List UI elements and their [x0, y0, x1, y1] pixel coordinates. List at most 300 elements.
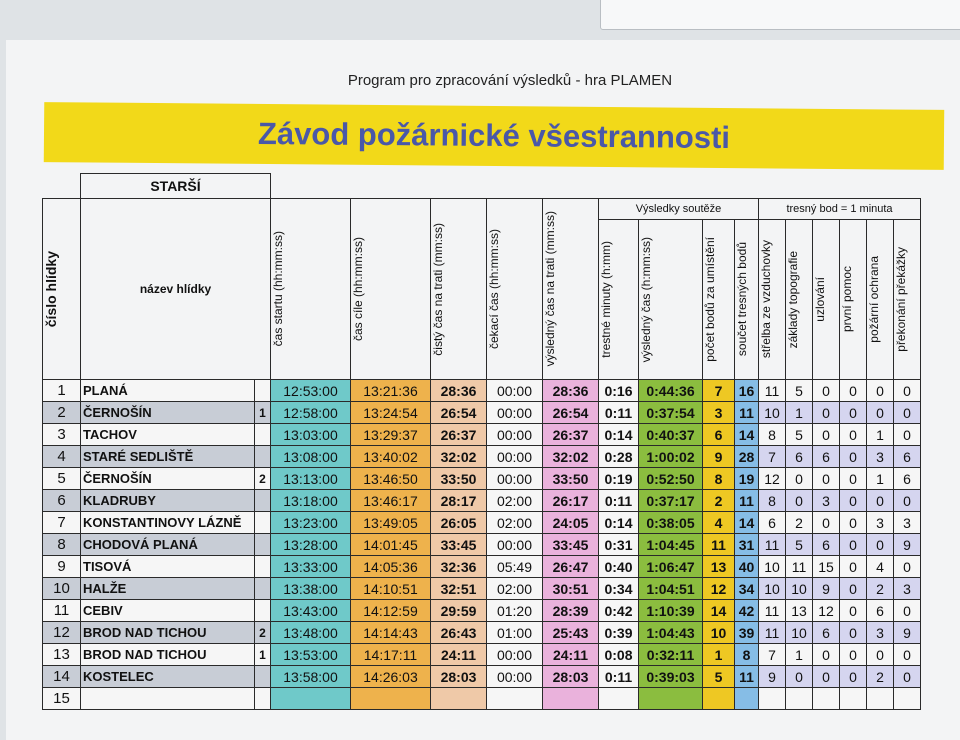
cell-nazev: CHODOVÁ PLANÁ — [81, 534, 255, 556]
cell-ochrana: 0 — [867, 534, 894, 556]
table-row — [43, 402, 921, 424]
table-row — [43, 622, 921, 644]
cell-cislo: 10 — [43, 578, 81, 600]
cell-tresne: 0:31 — [599, 534, 639, 556]
cell-body: 6 — [703, 424, 735, 446]
cell-vysledny: 1:10:39 — [639, 600, 703, 622]
cell-vysledny-trat: 26:37 — [543, 424, 599, 446]
cell-cislo: 7 — [43, 512, 81, 534]
col-vysledny-trat: výsledný čas na trati (mm:ss) — [543, 199, 599, 380]
cell-prekazky — [894, 688, 921, 710]
col-soucet: součet tresných bodů — [735, 220, 759, 380]
cell-soucet: 14 — [735, 512, 759, 534]
cell-cisty: 28:03 — [431, 666, 487, 688]
cell-cil: 13:49:05 — [351, 512, 431, 534]
cell-start: 13:58:00 — [271, 666, 351, 688]
cell-body: 5 — [703, 666, 735, 688]
title-banner — [44, 102, 944, 170]
cell-cisty: 26:37 — [431, 424, 487, 446]
cell-topografie: 5 — [786, 380, 813, 402]
cell-cil: 13:46:17 — [351, 490, 431, 512]
cell-topografie: 11 — [786, 556, 813, 578]
cell-start: 13:48:00 — [271, 622, 351, 644]
cell-nazev: KONSTANTINOVY LÁZNĚ — [81, 512, 255, 534]
cell-tresne: 0:11 — [599, 666, 639, 688]
cell-tresne: 0:42 — [599, 600, 639, 622]
cell-cislo: 5 — [43, 468, 81, 490]
cell-cislo: 12 — [43, 622, 81, 644]
cell-soucet: 28 — [735, 446, 759, 468]
cell-vysledny-trat: 28:39 — [543, 600, 599, 622]
cell-soucet: 8 — [735, 644, 759, 666]
cell-body: 13 — [703, 556, 735, 578]
cell-prekazky: 0 — [894, 424, 921, 446]
table-row — [43, 578, 921, 600]
cell-vysledny: 1:04:51 — [639, 578, 703, 600]
cell-sub: 1 — [255, 402, 271, 424]
cell-uzlovani: 0 — [813, 666, 840, 688]
cell-ochrana — [867, 688, 894, 710]
cell-cekaci: 01:20 — [487, 600, 543, 622]
cell-vysledny-trat: 28:03 — [543, 666, 599, 688]
cell-ochrana: 3 — [867, 622, 894, 644]
cell-body: 10 — [703, 622, 735, 644]
table-row — [43, 424, 921, 446]
cell-cislo: 3 — [43, 424, 81, 446]
cell-body: 14 — [703, 600, 735, 622]
cell-vysledny-trat: 24:05 — [543, 512, 599, 534]
cell-ochrana: 3 — [867, 446, 894, 468]
cell-prvni: 0 — [840, 380, 867, 402]
cell-start: 13:18:00 — [271, 490, 351, 512]
group-penalty: tresný bod = 1 minuta — [759, 199, 921, 220]
program-title: Program pro zpracování výsledků - hra PLAMEN — [347, 72, 673, 89]
cell-cil: 13:40:02 — [351, 446, 431, 468]
table-row — [43, 644, 921, 666]
cell-prvni: 0 — [840, 424, 867, 446]
col-tresne: trestné minuty (h:mm) — [599, 220, 639, 380]
cell-cislo: 8 — [43, 534, 81, 556]
cell-prekazky: 0 — [894, 380, 921, 402]
cell-vysledny-trat: 26:47 — [543, 556, 599, 578]
cell-strelba: 11 — [759, 380, 786, 402]
cell-tresne: 0:28 — [599, 446, 639, 468]
cell-topografie: 0 — [786, 490, 813, 512]
cell-cil: 14:05:36 — [351, 556, 431, 578]
cell-cisty: 26:54 — [431, 402, 487, 424]
cell-cekaci — [487, 688, 543, 710]
table-row — [43, 468, 921, 490]
cell-nazev: PLANÁ — [81, 380, 255, 402]
cell-body: 1 — [703, 644, 735, 666]
cell-strelba: 6 — [759, 512, 786, 534]
cell-soucet — [735, 688, 759, 710]
table-row — [43, 380, 921, 402]
cell-tresne — [599, 688, 639, 710]
results-table — [42, 173, 921, 710]
cell-nazev: HALŽE — [81, 578, 255, 600]
cell-cisty — [431, 688, 487, 710]
cell-cislo: 2 — [43, 402, 81, 424]
cell-vysledny: 1:04:45 — [639, 534, 703, 556]
cell-strelba: 7 — [759, 446, 786, 468]
cell-vysledny-trat: 30:51 — [543, 578, 599, 600]
cell-cislo: 1 — [43, 380, 81, 402]
cell-ochrana: 6 — [867, 600, 894, 622]
cell-vysledny — [639, 688, 703, 710]
cell-nazev: BROD NAD TICHOU — [81, 622, 255, 644]
cell-uzlovani: 12 — [813, 600, 840, 622]
cell-prekazky: 0 — [894, 556, 921, 578]
cell-prvni: 0 — [840, 556, 867, 578]
col-cil: čas cíle (hh:mm:ss) — [351, 199, 431, 380]
cell-vysledny: 1:00:02 — [639, 446, 703, 468]
cell-prvni: 0 — [840, 600, 867, 622]
cell-prvni: 0 — [840, 666, 867, 688]
cell-sub — [255, 600, 271, 622]
cell-tresne: 0:11 — [599, 402, 639, 424]
cell-cisty: 33:50 — [431, 468, 487, 490]
cell-nazev: TACHOV — [81, 424, 255, 446]
col-prekazky: překonání překážky — [894, 220, 921, 380]
cell-uzlovani — [813, 688, 840, 710]
cell-body: 7 — [703, 380, 735, 402]
cell-uzlovani: 6 — [813, 446, 840, 468]
cell-uzlovani: 9 — [813, 578, 840, 600]
cell-vysledny: 0:44:36 — [639, 380, 703, 402]
cell-topografie: 10 — [786, 578, 813, 600]
cell-soucet: 19 — [735, 468, 759, 490]
cell-prekazky: 0 — [894, 490, 921, 512]
cell-start: 13:08:00 — [271, 446, 351, 468]
cell-start: 12:58:00 — [271, 402, 351, 424]
cell-start: 12:53:00 — [271, 380, 351, 402]
cell-cisty: 28:17 — [431, 490, 487, 512]
cell-cekaci: 00:00 — [487, 402, 543, 424]
cell-prekazky: 6 — [894, 468, 921, 490]
cell-start: 13:28:00 — [271, 534, 351, 556]
cell-vysledny: 1:04:43 — [639, 622, 703, 644]
cell-sub: 2 — [255, 622, 271, 644]
cell-topografie: 5 — [786, 534, 813, 556]
cell-cisty: 33:45 — [431, 534, 487, 556]
cell-body: 8 — [703, 468, 735, 490]
cell-cislo: 15 — [43, 688, 81, 710]
cell-uzlovani: 0 — [813, 468, 840, 490]
col-cisty: čistý čas na trati (mm:ss) — [431, 199, 487, 380]
cell-tresne: 0:34 — [599, 578, 639, 600]
cell-cekaci: 00:00 — [487, 534, 543, 556]
cell-strelba: 9 — [759, 666, 786, 688]
cell-cekaci: 00:00 — [487, 468, 543, 490]
cell-nazev: KOSTELEC — [81, 666, 255, 688]
col-strelba: střelba ze vzduchovky — [759, 220, 786, 380]
cell-prekazky: 6 — [894, 446, 921, 468]
cell-body: 9 — [703, 446, 735, 468]
cell-sub — [255, 666, 271, 688]
cell-ochrana: 2 — [867, 578, 894, 600]
cell-cil — [351, 688, 431, 710]
cell-cekaci: 02:00 — [487, 578, 543, 600]
table-row — [43, 688, 921, 710]
cell-sub: 2 — [255, 468, 271, 490]
cell-cisty: 32:36 — [431, 556, 487, 578]
cell-ochrana: 4 — [867, 556, 894, 578]
col-cislo: číslo hlídky — [43, 199, 81, 380]
cell-body: 11 — [703, 534, 735, 556]
cell-cil: 14:17:11 — [351, 644, 431, 666]
cell-strelba: 10 — [759, 556, 786, 578]
cell-topografie: 2 — [786, 512, 813, 534]
cell-strelba: 10 — [759, 402, 786, 424]
col-vysledny: výsledný čas (h:mm:ss) — [639, 220, 703, 380]
cell-prekazky: 0 — [894, 666, 921, 688]
cell-start: 13:53:00 — [271, 644, 351, 666]
cell-sub — [255, 578, 271, 600]
cell-vysledny-trat: 26:17 — [543, 490, 599, 512]
cell-cisty: 29:59 — [431, 600, 487, 622]
cell-nazev: CEBIV — [81, 600, 255, 622]
cell-start: 13:03:00 — [271, 424, 351, 446]
cell-vysledny: 0:40:37 — [639, 424, 703, 446]
cell-tresne: 0:16 — [599, 380, 639, 402]
cell-topografie: 1 — [786, 402, 813, 424]
cell-strelba: 10 — [759, 578, 786, 600]
cell-sub — [255, 512, 271, 534]
cell-cisty: 32:51 — [431, 578, 487, 600]
cell-topografie: 10 — [786, 622, 813, 644]
paper-corner — [600, 0, 960, 30]
cell-prvni: 0 — [840, 644, 867, 666]
cell-vysledny: 0:38:05 — [639, 512, 703, 534]
cell-vysledny: 0:52:50 — [639, 468, 703, 490]
cell-prekazky: 0 — [894, 600, 921, 622]
cell-soucet: 11 — [735, 402, 759, 424]
cell-strelba: 11 — [759, 622, 786, 644]
cell-soucet: 34 — [735, 578, 759, 600]
cell-soucet: 31 — [735, 534, 759, 556]
cell-vysledny-trat: 33:45 — [543, 534, 599, 556]
cell-nazev: TISOVÁ — [81, 556, 255, 578]
cell-cislo: 13 — [43, 644, 81, 666]
cell-vysledny-trat: 33:50 — [543, 468, 599, 490]
cell-cisty: 32:02 — [431, 446, 487, 468]
cell-strelba: 11 — [759, 600, 786, 622]
cell-cislo: 11 — [43, 600, 81, 622]
cell-tresne: 0:11 — [599, 490, 639, 512]
cell-cislo: 4 — [43, 446, 81, 468]
cell-strelba: 7 — [759, 644, 786, 666]
cell-ochrana: 1 — [867, 424, 894, 446]
cell-start: 13:23:00 — [271, 512, 351, 534]
cell-topografie: 6 — [786, 446, 813, 468]
cell-nazev — [81, 688, 255, 710]
cell-sub: 1 — [255, 644, 271, 666]
table-row — [43, 600, 921, 622]
cell-cisty: 24:11 — [431, 644, 487, 666]
cell-cisty: 26:05 — [431, 512, 487, 534]
cell-tresne: 0:14 — [599, 512, 639, 534]
cell-nazev: KLADRUBY — [81, 490, 255, 512]
cell-soucet: 40 — [735, 556, 759, 578]
cell-vysledny-trat: 32:02 — [543, 446, 599, 468]
cell-ochrana: 2 — [867, 666, 894, 688]
cell-topografie: 0 — [786, 666, 813, 688]
cell-prvni: 0 — [840, 490, 867, 512]
cell-cekaci: 00:00 — [487, 446, 543, 468]
cell-cekaci: 00:00 — [487, 666, 543, 688]
cell-prvni — [840, 688, 867, 710]
col-ochrana: požární ochrana — [867, 220, 894, 380]
cell-strelba: 11 — [759, 534, 786, 556]
cell-soucet: 39 — [735, 622, 759, 644]
cell-soucet: 11 — [735, 490, 759, 512]
cell-nazev: STARÉ SEDLIŠTĚ — [81, 446, 255, 468]
table-row — [43, 512, 921, 534]
cell-cil: 14:14:43 — [351, 622, 431, 644]
cell-prvni: 0 — [840, 622, 867, 644]
cell-uzlovani: 6 — [813, 622, 840, 644]
cell-ochrana: 0 — [867, 644, 894, 666]
col-uzlovani: uzlování — [813, 220, 840, 380]
cell-strelba: 12 — [759, 468, 786, 490]
cell-soucet: 42 — [735, 600, 759, 622]
cell-sub — [255, 490, 271, 512]
cell-tresne: 0:19 — [599, 468, 639, 490]
cell-prekazky: 3 — [894, 512, 921, 534]
cell-sub — [255, 446, 271, 468]
cell-cil: 13:46:50 — [351, 468, 431, 490]
cell-soucet: 14 — [735, 424, 759, 446]
col-body: počet bodů za umístění — [703, 220, 735, 380]
cell-cil: 14:10:51 — [351, 578, 431, 600]
cell-vysledny: 0:32:11 — [639, 644, 703, 666]
cell-vysledny: 0:37:17 — [639, 490, 703, 512]
cell-ochrana: 3 — [867, 512, 894, 534]
cell-cisty: 26:43 — [431, 622, 487, 644]
col-topografie: základy topografie — [786, 220, 813, 380]
cell-ochrana: 0 — [867, 380, 894, 402]
cell-cil: 14:01:45 — [351, 534, 431, 556]
cell-cekaci: 00:00 — [487, 644, 543, 666]
cell-topografie: 13 — [786, 600, 813, 622]
cell-body: 2 — [703, 490, 735, 512]
cell-sub — [255, 534, 271, 556]
cell-tresne: 0:08 — [599, 644, 639, 666]
cell-cil: 14:26:03 — [351, 666, 431, 688]
cell-nazev: BROD NAD TICHOU — [81, 644, 255, 666]
cell-sub — [255, 556, 271, 578]
cell-vysledny-trat: 26:54 — [543, 402, 599, 424]
cell-body: 4 — [703, 512, 735, 534]
cell-soucet: 16 — [735, 380, 759, 402]
cell-soucet: 11 — [735, 666, 759, 688]
cell-prekazky: 3 — [894, 578, 921, 600]
cell-tresne: 0:40 — [599, 556, 639, 578]
cell-cil: 13:24:54 — [351, 402, 431, 424]
cell-cisty: 28:36 — [431, 380, 487, 402]
cell-prvni: 0 — [840, 534, 867, 556]
cell-sub — [255, 380, 271, 402]
cell-sub — [255, 424, 271, 446]
table-row — [43, 556, 921, 578]
cell-prvni: 0 — [840, 402, 867, 424]
table-row — [43, 490, 921, 512]
cell-uzlovani: 15 — [813, 556, 840, 578]
table-row — [43, 534, 921, 556]
cell-uzlovani: 0 — [813, 424, 840, 446]
cell-uzlovani: 3 — [813, 490, 840, 512]
group-results: Výsledky soutěže — [599, 199, 759, 220]
cell-cislo: 6 — [43, 490, 81, 512]
cell-topografie: 5 — [786, 424, 813, 446]
col-start: čas startu (hh:mm:ss) — [271, 199, 351, 380]
cell-strelba: 8 — [759, 490, 786, 512]
cell-uzlovani: 0 — [813, 512, 840, 534]
cell-strelba: 8 — [759, 424, 786, 446]
cell-cekaci: 00:00 — [487, 424, 543, 446]
cell-cekaci: 05:49 — [487, 556, 543, 578]
cell-tresne: 0:39 — [599, 622, 639, 644]
cell-body: 12 — [703, 578, 735, 600]
cell-vysledny-trat: 24:11 — [543, 644, 599, 666]
cell-body — [703, 688, 735, 710]
cell-vysledny-trat: 28:36 — [543, 380, 599, 402]
cell-topografie: 1 — [786, 644, 813, 666]
cell-start: 13:43:00 — [271, 600, 351, 622]
category-label: STARŠÍ — [81, 174, 271, 199]
cell-topografie — [786, 688, 813, 710]
cell-vysledny-trat — [543, 688, 599, 710]
col-prvni: první pomoc — [840, 220, 867, 380]
cell-vysledny: 1:06:47 — [639, 556, 703, 578]
cell-start — [271, 688, 351, 710]
cell-cekaci: 02:00 — [487, 490, 543, 512]
cell-cekaci: 01:00 — [487, 622, 543, 644]
cell-topografie: 0 — [786, 468, 813, 490]
cell-vysledny-trat: 25:43 — [543, 622, 599, 644]
cell-prekazky: 0 — [894, 402, 921, 424]
cell-cislo: 14 — [43, 666, 81, 688]
cell-vysledny: 0:37:54 — [639, 402, 703, 424]
cell-prekazky: 9 — [894, 622, 921, 644]
cell-uzlovani: 0 — [813, 644, 840, 666]
cell-vysledny: 0:39:03 — [639, 666, 703, 688]
cell-uzlovani: 6 — [813, 534, 840, 556]
cell-cil: 13:29:37 — [351, 424, 431, 446]
cell-cekaci: 02:00 — [487, 512, 543, 534]
cell-prekazky: 9 — [894, 534, 921, 556]
cell-nazev: ČERNOŠÍN — [81, 402, 255, 424]
table-row — [43, 666, 921, 688]
cell-strelba — [759, 688, 786, 710]
cell-cislo: 9 — [43, 556, 81, 578]
cell-start: 13:13:00 — [271, 468, 351, 490]
cell-start: 13:38:00 — [271, 578, 351, 600]
cell-sub — [255, 688, 271, 710]
cell-start: 13:33:00 — [271, 556, 351, 578]
cell-prvni: 0 — [840, 578, 867, 600]
main-title: Závod požárnické všestrannosti — [257, 115, 731, 156]
cell-tresne: 0:14 — [599, 424, 639, 446]
cell-ochrana: 0 — [867, 402, 894, 424]
cell-ochrana: 1 — [867, 468, 894, 490]
cell-uzlovani: 0 — [813, 402, 840, 424]
cell-nazev: ČERNOŠÍN — [81, 468, 255, 490]
col-nazev: název hlídky — [81, 199, 271, 380]
cell-prvni: 0 — [840, 512, 867, 534]
cell-prvni: 0 — [840, 446, 867, 468]
